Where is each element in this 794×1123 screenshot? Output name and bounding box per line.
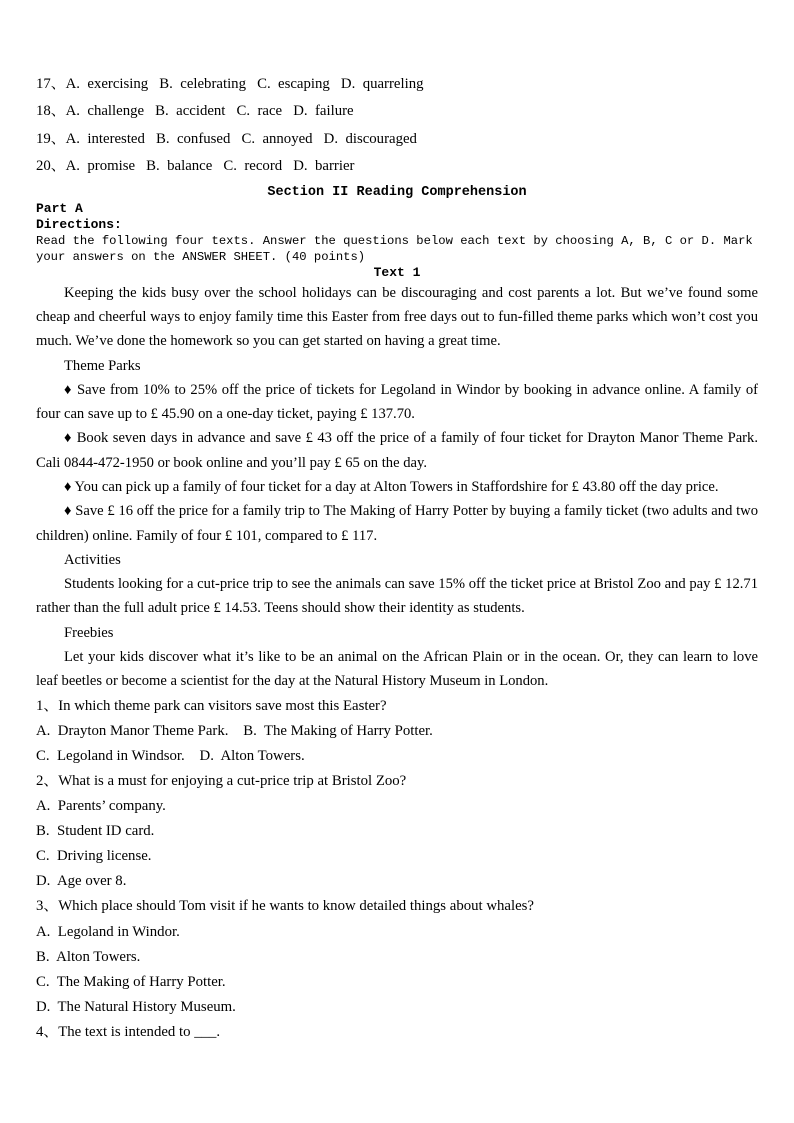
question-1: 1、In which theme park can visitors save most this Easter? xyxy=(36,697,387,714)
question-3-option-d: D. The Natural History Museum. xyxy=(36,998,236,1015)
question-2: 2、What is a must for enjoying a cut-price trip at Bristol Zoo? xyxy=(36,772,407,789)
question-2-option-a: A. Parents’ company. xyxy=(36,798,166,815)
cloze-line-19: 19、A. interested B. confused C. annoyed D. discouraged xyxy=(36,130,417,147)
question-1-options-ab: A. Drayton Manor Theme Park. B. The Making of Harry Potter. xyxy=(36,722,433,739)
passage-paragraph-intro: Keeping the kids busy over the school holidays can be discouraging and cost parents a lot. But we’ve found some cheap and cheerful ways to enjoy family time this Easter from free days out to fun-filled theme parks which won’t cost you much. We’ve done the homework so you can get started on having a great time. xyxy=(36,284,758,350)
text1-label: Text 1 xyxy=(373,264,421,280)
cloze-line-20: 20、A. promise B. balance C. record D. barrier xyxy=(36,158,355,175)
questions-block xyxy=(36,694,758,1045)
question-3-option-b: B. Alton Towers. xyxy=(36,948,141,965)
section-header-block xyxy=(36,185,758,281)
passage-subheading-theme-parks: Theme Parks xyxy=(64,357,141,374)
question-4: 4、The text is intended to ___. xyxy=(36,1023,221,1040)
question-2-option-c: C. Driving license. xyxy=(36,848,152,865)
cloze-line-18: 18、A. challenge B. accident C. race D. failure xyxy=(36,103,354,120)
section-heading: Section II Reading Comprehension xyxy=(267,184,527,200)
passage-subheading-freebies: Freebies xyxy=(64,624,114,641)
question-3: 3、Which place should Tom visit if he wants to know detailed things about whales? xyxy=(36,898,534,915)
passage-bullet-drayton-manor: ♦ Book seven days in advance and save £ 43 off the price of a family of four ticket for Drayton Manor Theme Park. Cali 0844-472-1950 or book online and you’ll pay £ 65 on the day. xyxy=(36,430,758,471)
passage-bullet-legoland: ♦ Save from 10% to 25% off the price of tickets for Legoland in Windor by booking in advance online. A family of four can save up to £ 45.90 on a one-day ticket, paying £ 137.70. xyxy=(36,381,758,423)
question-1-options-cd: C. Legoland in Windsor. D. Alton Towers. xyxy=(36,747,305,764)
directions-label: Directions: xyxy=(36,216,122,232)
passage-bullet-harry-potter: ♦ Save £ 16 off the price for a family trip to The Making of Harry Potter by buying a family ticket (two adults and two children) online. Family of four £ 101, compared to £ 117. xyxy=(36,503,758,544)
passage-bullet-alton-towers: ♦ You can pick up a family of four ticket for a day at Alton Towers in Staffordshire for £ 43.80 off the day price. xyxy=(64,479,719,495)
question-2-option-d: D. Age over 8. xyxy=(36,873,127,890)
cloze-line-17: 17、A. exercising B. celebrating C. escaping D. quarreling xyxy=(36,76,424,92)
question-3-option-a: A. Legoland in Windor. xyxy=(36,923,180,940)
part-a-label: Part A xyxy=(36,200,83,216)
passage-subheading-activities: Activities xyxy=(64,551,121,568)
passage-paragraph-museum: Let your kids discover what it’s like to be an animal on the African Plain or in the ocean. Or, they can learn to love leaf beetles or become a scientist for the day at the Natural History Museum in London. xyxy=(36,649,758,690)
cloze-options-block xyxy=(36,71,758,181)
directions-text: Read the following four texts. Answer the questions below each text by choosing A, B, C or D. Mark your answers on the ANSWER SHEET. (40 points) xyxy=(36,233,753,264)
passage-paragraph-bristol-zoo: Students looking for a cut-price trip to see the animals can save 15% off the ticket price at Bristol Zoo and pay £ 12.71 rather than the full adult price £ 14.53. Teens should show their identity as students. xyxy=(36,576,758,617)
question-3-option-c: C. The Making of Harry Potter. xyxy=(36,973,226,990)
question-2-option-b: B. Student ID card. xyxy=(36,823,155,840)
passage-text1 xyxy=(36,281,758,694)
